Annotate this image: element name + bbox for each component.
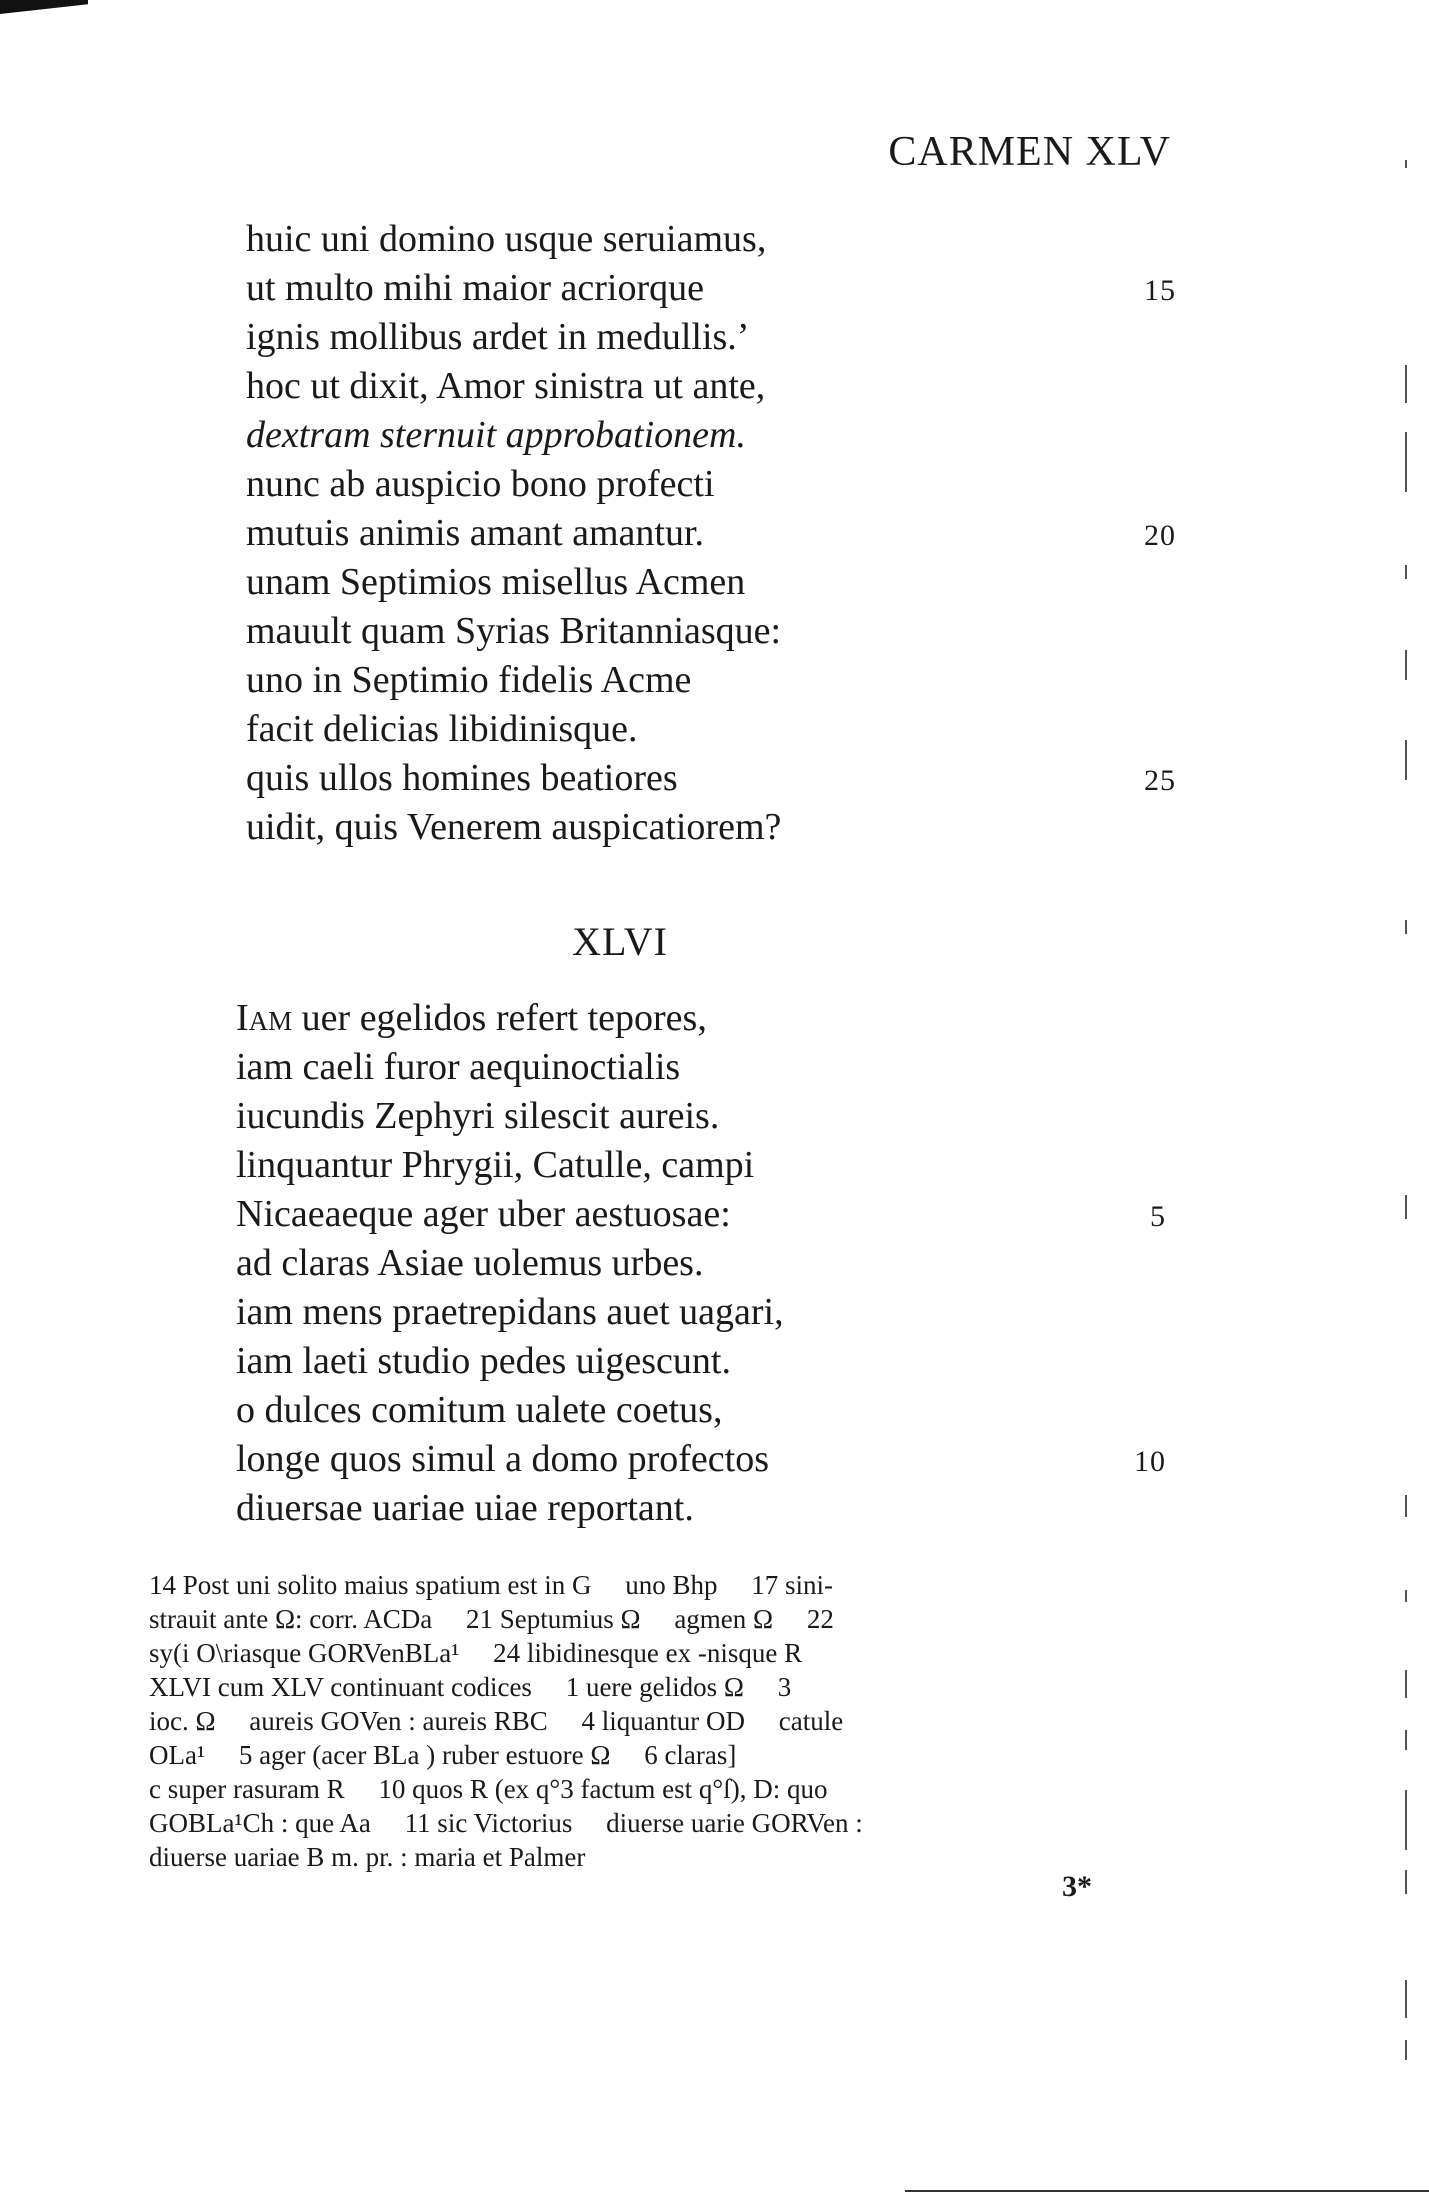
line-number: 10 (1134, 1445, 1166, 1478)
verse-line: iucundis Zephyri silescit aureis. (236, 1095, 720, 1137)
apparatus-line: sy(i O\riasque GORVenBLa¹ 24 libidinesque ex -nisque R (149, 1638, 803, 1668)
verse-line: iam mens praetrepidans auet uagari, (236, 1291, 784, 1333)
verse-line: o dulces comitum ualete coetus, (236, 1389, 723, 1431)
apparatus-line: diuerse uariae B m. pr. : maria et Palmer (149, 1842, 586, 1872)
scan-tick (1405, 1980, 1407, 2018)
running-head: CARMEN XLV (888, 129, 1171, 175)
page-corner-mark (0, 0, 88, 14)
scan-tick (1405, 740, 1407, 780)
scan-tick (1405, 565, 1407, 579)
apparatus-line: strauit ante Ω: corr. ACDa 21 Septumius Ω agmen Ω 22 (149, 1604, 834, 1634)
line-number: 25 (1144, 764, 1176, 797)
line-number: 15 (1144, 274, 1176, 307)
verse-line: dextram sternuit approbationem. (246, 414, 746, 456)
carmen-45-verses (246, 215, 1176, 852)
verse-line: facit delicias libidinisque. (246, 708, 638, 750)
verse-line: hoc ut dixit, Amor sinistra ut ante, (246, 365, 766, 407)
verse-line: iam laeti studio pedes uigescunt. (236, 1340, 731, 1382)
verse-line: uno in Septimio fidelis Acme (246, 659, 692, 701)
verse-line: nunc ab auspicio bono profecti (246, 463, 715, 505)
scan-tick (1405, 1670, 1407, 1698)
verse-line: iam caeli furor aequinoctialis (236, 1046, 681, 1088)
verse-line: unam Septimios misellus Acmen (246, 561, 746, 603)
scan-tick (1405, 1730, 1407, 1750)
verse-line: Iam uer egelidos refert tepores, (236, 997, 707, 1039)
apparatus-line: OLa¹ 5 ager (acer BLa ) ruber estuore Ω 6 claras] (149, 1740, 737, 1770)
verse-line: quis ullos homines beatiores 25 (246, 754, 1176, 803)
scan-tick (1405, 650, 1407, 680)
verse-line: Nicaeaeque ager uber aestuosae: 5 (236, 1190, 1166, 1239)
scan-tick (1405, 160, 1407, 168)
bottom-rule (905, 2190, 1429, 2192)
signature-mark: 3* (1062, 1870, 1092, 1903)
apparatus-line: GOBLa¹Ch : que Aa 11 sic Victorius diuerse uarie GORVen : (149, 1808, 863, 1838)
critical-apparatus (149, 1568, 1161, 1874)
verse-line: huic uni domino usque seruiamus, (246, 218, 767, 260)
verse-line: uidit, quis Venerem auspicatiorem? (246, 806, 782, 848)
verse-line: mauult quam Syrias Britanniasque: (246, 610, 782, 652)
verse-line: mutuis animis amant amantur. 20 (246, 509, 1176, 558)
verse-line: linquantur Phrygii, Catulle, campi (236, 1144, 755, 1186)
scan-tick (1405, 432, 1407, 492)
verse-line: ad claras Asiae uolemus urbes. (236, 1242, 704, 1284)
verse-line: longe quos simul a domo profectos 10 (236, 1435, 1166, 1484)
apparatus-line: c super rasuram R 10 quos R (ex q°3 factum est q°ſ), D: quo (149, 1774, 828, 1804)
initial-word: Iam (236, 997, 293, 1039)
scan-tick (1405, 365, 1407, 403)
line-number: 20 (1144, 519, 1176, 552)
scan-tick (1405, 1590, 1407, 1602)
scan-tick (1405, 1195, 1407, 1219)
scan-tick (1405, 1870, 1407, 1894)
line-number: 5 (1150, 1200, 1166, 1233)
verse-line: ignis mollibus ardet in medullis.’ (246, 316, 750, 358)
verse-line: ut multo mihi maior acriorque 15 (246, 264, 1176, 313)
apparatus-line: 14 Post uni solito maius spatium est in G uno Bhp 17 sini- (149, 1570, 834, 1600)
apparatus-line: ioc. Ω aureis GOVen : aureis RBC 4 liquantur OD catule (149, 1706, 844, 1736)
scan-tick (1405, 2040, 1407, 2060)
scan-tick (1405, 1790, 1407, 1850)
carmen-46-verses (236, 994, 1166, 1582)
scan-tick (1405, 1495, 1407, 1517)
scan-margin-artifacts (1399, 140, 1419, 2090)
scan-tick (1405, 920, 1407, 934)
poem-title: XLVI (572, 919, 668, 964)
verse-line: diuersae uariae uiae reportant. (236, 1487, 694, 1529)
apparatus-line: XLVI cum XLV continuant codices 1 uere gelidos Ω 3 (149, 1672, 792, 1702)
